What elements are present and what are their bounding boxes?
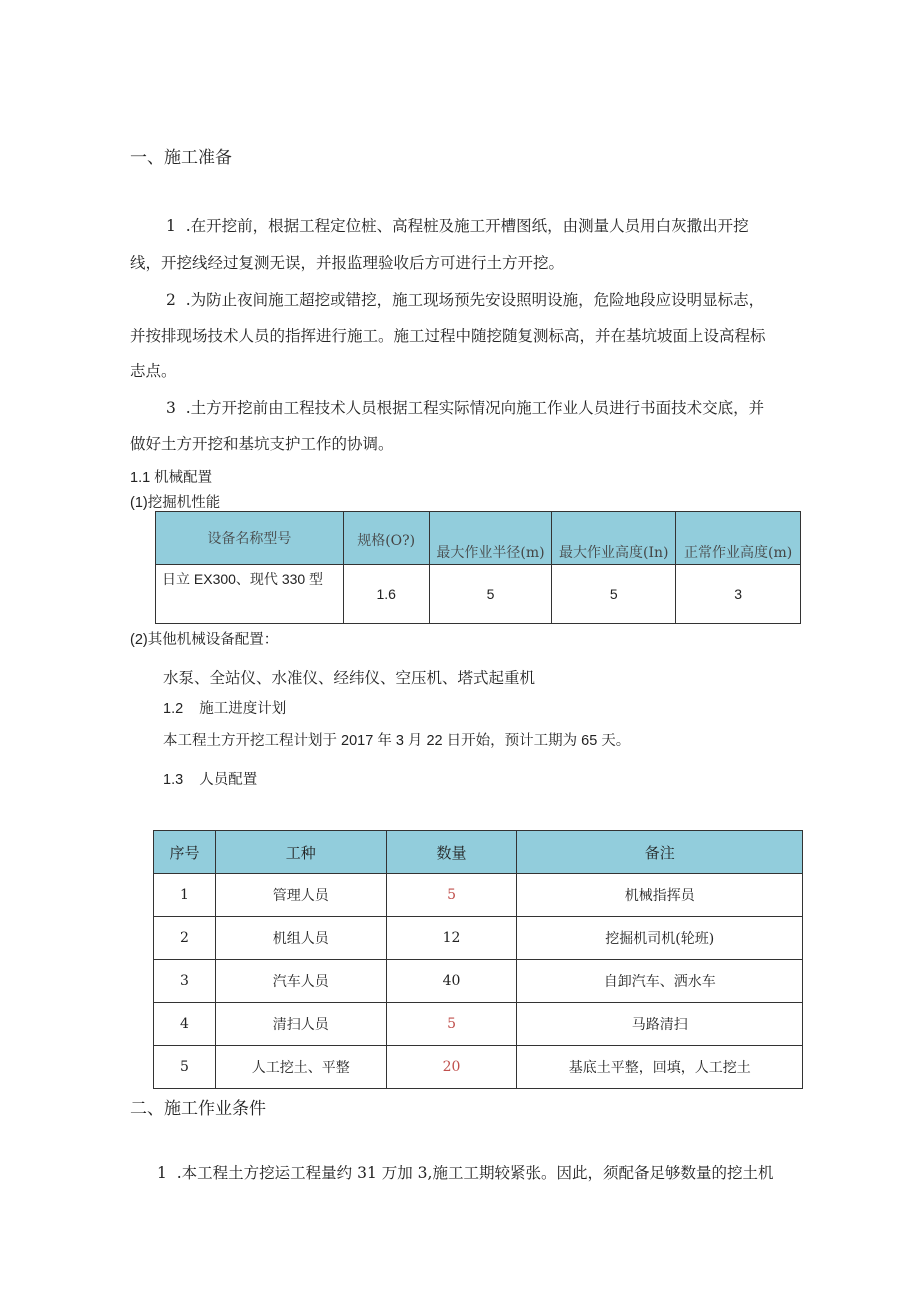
table-row xyxy=(154,960,803,1003)
cell-note: 自卸汽车、洒水车 xyxy=(517,960,803,1003)
section-title-2: 二、施工作业条件 xyxy=(130,1099,266,1119)
cell-note: 机械指挥员 xyxy=(517,874,803,917)
cell-type: 人工挖土、平整 xyxy=(215,1046,386,1089)
schedule-heading xyxy=(163,697,286,718)
other-equipment-list: 水泵、全站仪、水准仪、经纬仪、空压机、塔式起重机 xyxy=(163,669,536,687)
cell-spec: 1.6 xyxy=(343,565,429,624)
other-equipment-subheading: (2)其他机械设备配置： xyxy=(130,632,279,648)
cell-type: 机组人员 xyxy=(215,917,386,960)
cell-qty: 5 xyxy=(386,1003,517,1046)
item-text: .土方开挖前由工程技术人员根据工程实际情况向施工作业人员进行书面技术交底，并 xyxy=(185,399,765,417)
cell-no: 3 xyxy=(154,960,216,1003)
header-cell: 最大作业高度(In) xyxy=(552,512,676,565)
cell-qty: 5 xyxy=(386,874,517,917)
cell-no: 1 xyxy=(154,874,216,917)
staffing-table xyxy=(153,830,803,1089)
table-row xyxy=(154,917,803,960)
cell-type: 清扫人员 xyxy=(215,1003,386,1046)
header-cell: 备注 xyxy=(517,831,803,874)
cell-no: 4 xyxy=(154,1003,216,1046)
table-row xyxy=(154,874,803,917)
cell-model: 日立 EX300、现代 330 型 xyxy=(156,565,344,624)
cell-max-height: 5 xyxy=(552,565,676,624)
cell-no: 2 xyxy=(154,917,216,960)
section-2-item-1 xyxy=(157,1161,773,1183)
table-header-row xyxy=(156,512,801,565)
cell-qty: 20 xyxy=(386,1046,517,1089)
heading-number: 1.3 xyxy=(163,772,184,788)
item-2-line-3: 志点。 xyxy=(130,362,177,380)
schedule-text: 本工程土方开挖工程计划于 2017 年 3 月 22 日开始，预计工期为 65 天。 xyxy=(163,733,631,749)
item-3-line-1 xyxy=(166,396,764,418)
excavator-table xyxy=(155,511,801,624)
item-text: .在开挖前，根据工程定位桩、高程桩及施工开槽图纸，由测量人员用白灰撒出开挖 xyxy=(185,217,749,235)
cell-type: 管理人员 xyxy=(215,874,386,917)
table-header-row xyxy=(154,831,803,874)
item-2-line-2: 并按排现场技术人员的指挥进行施工。施工过程中随挖随复测标高，并在基坑坡面上设高程标 xyxy=(130,327,766,345)
item-number: 1 xyxy=(166,217,176,235)
item-text: .本工程土方挖运工程量约 31 万加 3,施工工期较紧张。因此，须配备足够数量的挖土机 xyxy=(176,1164,774,1182)
cell-note: 马路清扫 xyxy=(517,1003,803,1046)
item-text: .为防止夜间施工超挖或错挖，施工现场预先安设照明设施，危险地段应设明显标志， xyxy=(185,291,765,309)
item-3-line-2: 做好土方开挖和基坑支护工作的协调。 xyxy=(130,435,394,453)
heading-number: 1.2 xyxy=(163,701,184,717)
header-cell: 数量 xyxy=(386,831,517,874)
cell-note: 基底土平整，回填，人工挖土 xyxy=(517,1046,803,1089)
cell-note: 挖掘机司机(轮班) xyxy=(517,917,803,960)
item-number: 2 xyxy=(166,291,176,309)
header-cell: 规格(O?) xyxy=(343,512,429,565)
table-row xyxy=(156,565,801,624)
item-number: 3 xyxy=(166,399,176,417)
excavator-subheading: (1)挖掘机性能 xyxy=(130,495,221,511)
table-row xyxy=(154,1003,803,1046)
item-1-line-2: 线，开挖线经过复测无误，并报监理验收后方可进行土方开挖。 xyxy=(130,254,565,272)
item-number: 1 xyxy=(157,1164,167,1182)
header-cell: 设备名称型号 xyxy=(156,512,344,565)
heading-text: 人员配置 xyxy=(199,772,258,788)
item-2-line-1 xyxy=(166,288,764,310)
cell-radius: 5 xyxy=(429,565,552,624)
staffing-heading xyxy=(163,768,257,789)
machinery-heading: 1.1 机械配置 xyxy=(130,470,213,486)
heading-text: 施工进度计划 xyxy=(199,701,287,717)
cell-type: 汽车人员 xyxy=(215,960,386,1003)
cell-qty: 12 xyxy=(386,917,517,960)
cell-no: 5 xyxy=(154,1046,216,1089)
item-1-line-1 xyxy=(166,214,749,236)
table-row xyxy=(154,1046,803,1089)
cell-qty: 40 xyxy=(386,960,517,1003)
header-cell: 序号 xyxy=(154,831,216,874)
section-title-1: 一、施工准备 xyxy=(130,148,232,168)
cell-normal-height: 3 xyxy=(676,565,801,624)
header-cell: 最大作业半径(m) xyxy=(429,512,552,565)
header-cell: 工种 xyxy=(215,831,386,874)
header-cell: 正常作业高度(m) xyxy=(676,512,801,565)
